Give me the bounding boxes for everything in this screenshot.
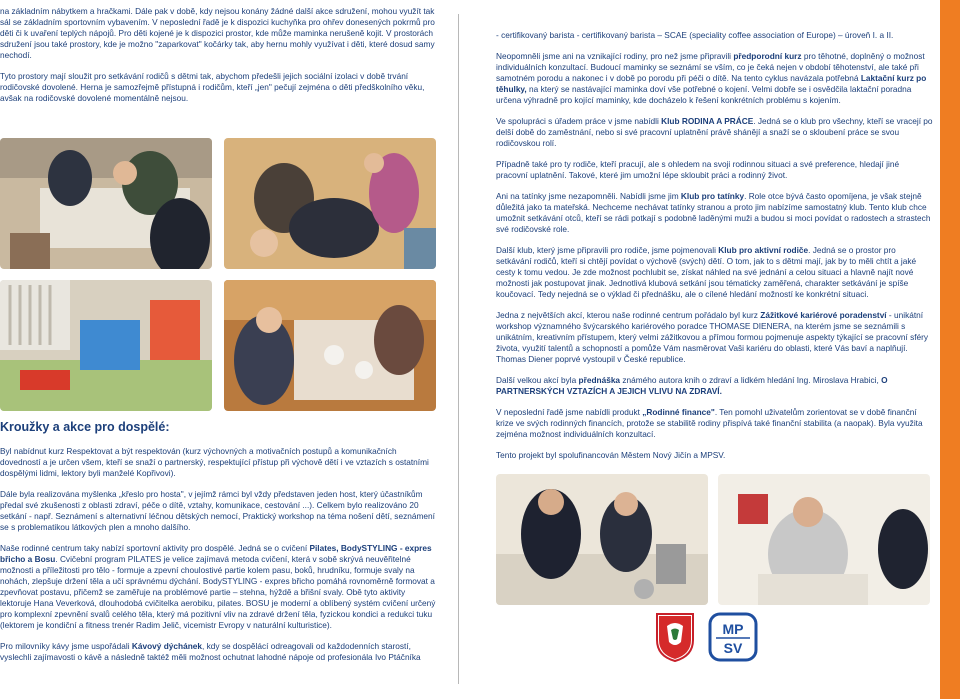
bold-span: předporodní kurz — [733, 51, 802, 61]
bold-span: Kávový dýchánek — [131, 641, 202, 651]
text-span: Ani na tatínky jsme nezapomněli. Nabídli jsme jim — [496, 191, 681, 201]
text-span: , kdy se dospělácí odreagovali od každodenních starostí, vyslechli zajímavosti o kávě a následně taktéž měli možnost ochutnat lahodné nápoje od profesionála Ivo Ptáčníka — [0, 641, 421, 662]
bold-span: Zážitkové kariérové poradenství — [760, 310, 887, 320]
bold-span: „Rodinné finance" — [642, 407, 715, 417]
paragraph-barista: - certifikovaný barista - certifikovaný barista – SCAE (speciality coffee association of Europe) – úroveň I. a II. — [496, 30, 894, 40]
intro-paragraph-2: Tyto prostory mají sloužit pro setkávání rodičů s dětmi tak, abychom předešli jejich sociální izolaci v době trvání rodičovské dovolené. Herna je samozřejmě přístupná i rodičům, kteří „jen" pečují zejména o děti předškolního věku, avšak na rodičovské dovolené momentálně nejsou. — [0, 71, 425, 103]
text-span: V neposlední řadě jsme nabídli produkt — [496, 407, 643, 417]
accent-bar — [940, 0, 960, 699]
text-span: známého autora knih o zdraví a lidkém hledání Ing. Miroslava Hrabici, — [620, 375, 882, 385]
text-span: Další klub, který jsme připravili pro rodiče, jsme pojmenovali — [496, 245, 719, 255]
paragraph-working-parents: Případně také pro ty rodiče, kteří pracují, ale s ohledem na svoji rodinnou situaci a své preference, hledají jiné pracovní uplatnění. Takové, které jim umožní lépe skloubit práci a rodinný život. — [496, 159, 900, 180]
left-column-body — [0, 446, 437, 673]
right-column — [496, 30, 933, 471]
text-span: . Jedná se o klub pro všechny, kteří se vracejí po delší době do zaměstnání, nebo si své pracovní uplatnění právě shánějí a snaží se o skloubení práce se svou rodičovskou rolí. — [496, 116, 933, 148]
text-span: . Ten pomohl uživatelům zorientovat se v době finanční krize ve svých rodinných financích, protože se stabilitě rodiny přispívá také finanční stabilita (a naopak). Byla využita zejména možnost individuálních konzultací. — [496, 407, 923, 439]
text-span: Naše rodinné centrum taky nabízí sportovní aktivity pro dospělé. Jedná se o cvičení — [0, 543, 310, 553]
paragraph-coffee — [0, 641, 437, 663]
paragraph-finance — [496, 407, 933, 440]
paragraph-lecture — [496, 375, 933, 397]
text-span: . Jedná se o prostor pro setkávání rodičů, kteří si chtějí povídat o výchově (svých) dětí. O tom, jak to s dětmi mají, jak by to měli chtít a jaké cesty k tomu vedou. Je zde možnost pochlubit se, získat náhled na své jednání a celou situaci a hlavně najít nové možnosti jak postupovat jinak. Jednotlivá klubová setkání jsou tématicky zaměřená, charakter setkávání je spíše koučovací. Tedy nejedná se o výklad či přednášku, ale o cílené hledání možností ke konkrétní situaci. — [496, 245, 917, 299]
text-span: Pro milovníky kávy jsme uspořádali — [0, 641, 132, 651]
text-span: Ve spolupráci s úřadem práce v jsme nabídli — [496, 116, 662, 126]
paragraph-work-family — [496, 116, 933, 149]
text-span: na který se nastávající maminka doví vše potřebné o kojení. Velmi dobře se i osvědčila laktační poradna určena výhradně pro kojící maminky, kde docházelo k řešení konkrétních problému s kojením. — [496, 84, 912, 105]
photo-playroom — [0, 280, 212, 411]
paragraph-guest-chair: Dále byla realizována myšlenka „křeslo pro hosta", v jejímž rámci byl vždy představen jeden host, který účastníkům předal své zkušenosti z oblasti zdraví, péče o dítě, vztahy, komunikace, cestování ...). Celkem bylo realizováno 20 setkání - např. Seznámení s alternativní léčnou dětských nemocí, Praktický workshop na téma nošení dětí, seznámení se s problematikou látkových plen a mnoho dalšího. — [0, 489, 435, 532]
svg-text:SV: SV — [723, 640, 743, 656]
paragraph-prenatal — [496, 51, 933, 106]
photo-crafts-table — [0, 138, 212, 269]
intro-paragraph-1: na základním nábytkem a hračkami. Dále pak v době, kdy nejsou konány žádné další akce sdružení, mohou využít tak sál se základním sportovním vybavením. V neposlední řadě je k dispozici kuchyňka pro ohřev donesených pokrmů pro děti či k uvaření teplých nápojů. Pro děti kojené je k dispozici prostor, kde může maminka nerušeně kojit. V prostorách sdružení jsou také prostory, kde je možno "zaparkovat" kočárky tak, aby hernu mohly využívat i děti, které dosud samy nechodí. — [0, 6, 435, 60]
bold-span: přednáška — [578, 375, 621, 385]
text-span: Jedna z největších akcí, kterou naše rodinné centrum pořádalo byl kurz — [496, 310, 761, 320]
paragraph-career — [496, 310, 933, 365]
paragraph-respect-course: Byl nabídnut kurz Respektovat a být respektován (kurz výchovných a motivačních postupů a komunikačních dovedností a je určen všem, kteří se snaží o partnerský, respektující přístup při výchově dětí i ve vztazích s ostatními dospělými lidmi, lektory byli manželé Kopřivovi). — [0, 446, 429, 478]
text-span: - unikátní workshop významného švýcarského kariérového poradce THOMASE DIENERA, na kterém jsme se seznámili s unikátním, kreativním přístupem, který velmi zážitkovou a přímou formou pojmenuje aspekty týkající se pracovní sféry života, využití talentů a schopností a pomůže Vám nasměrovat Vaši kariéru do oblasti, které Vás baví a naplňují. Thomas Diener poprvé vystoupil v České republice. — [496, 310, 929, 364]
mpsv-logo — [708, 612, 758, 662]
bold-span: O PARTNERSKÝCH VZTAZÍCH A JEJICH VLIVU NA ZDRAVÍ. — [496, 375, 888, 396]
bold-span: Laktační kurz po těhulky, — [496, 73, 927, 94]
paragraph-funding: Tento projekt byl spolufinancován Městem Nový Jičín a MPSV. — [496, 450, 726, 460]
bold-span: Klub pro tatínky — [680, 191, 745, 201]
photo-coffee-barista — [496, 474, 708, 605]
photo-kids-baking — [224, 280, 436, 411]
text-span: pro těhotné, doplněný o možnost individuálních konzultací. Budoucí maminky se seznámí se vším, co je čeká nejen v období těhotenství, ale také při samotném porodu a nakonec i v době po porodu při péči o dítě. Na tento cyklus navázala potřebná — [496, 51, 925, 83]
bold-span: Klub pro aktivní rodiče — [718, 245, 809, 255]
text-span: Další velkou akcí byla — [496, 375, 579, 385]
photo-kids-floor — [224, 138, 436, 269]
text-span: Neopomněli jsme ani na vznikající rodiny, pro než jsme připravili — [496, 51, 734, 61]
column-divider — [458, 14, 459, 684]
paragraph-sport — [0, 543, 437, 631]
paragraph-active-parents — [496, 245, 933, 300]
left-column-intro — [0, 6, 437, 114]
text-span: . Cvičební program PILATES je velice zajímavá metoda cvičení, která v sobě skrývá neuvěřitelné možnosti a příležitosti pro tělo - formuje a zpevní choulostivé partie kolem pasu, boků, hrudníku, formuje svaly na nohách, zlepšuje držení těla a učí správnému dýchání. BodySTYLING - expres břicho pomáhá rovnoměrně formovat a zpevňovat postavu, přičemž se zaměřuje na problémové partie – stehna, hýždě a břišní svaly. Obě tyto aktivity lektoruje Hana Veverková, dlouhodobá cvičitelka aerobiku, pilates. BOSU je moderní a oblíbený systém cvičení určený pro komplexní zpevnění svalů celého těla, který má pozitivní vliv na zdravé držení těla, fyzickou kondici a redukci tuku (lektorem je kondiční a fitness trenér Radim Jelič, vicemistr Evropy v naturální kulturistice). — [0, 554, 436, 630]
text-span: . Role otce bývá často opomíjena, je však stejně důležitá jako ta mateřská. Nechceme nechávat tatínky stranou a proto jim nabízíme samostatný klub. Tento klub chce umožnit setkávání otců, kteří se rádi potkají s podobně laděnými muži a budou si moci povídat o radostech a strastech své rodičovské role. — [496, 191, 931, 234]
bold-span: Klub RODINA A PRÁCE — [661, 116, 754, 126]
section-heading: Kroužky a akce pro dospělé: — [0, 420, 170, 434]
photo-lecture — [718, 474, 930, 605]
city-coat-of-arms-logo — [655, 612, 695, 662]
svg-text:MP: MP — [722, 621, 744, 637]
paragraph-dads-club — [496, 191, 933, 235]
bold-span: Pilates, BodySTYLING - expres břicho a Bosu — [0, 543, 432, 564]
